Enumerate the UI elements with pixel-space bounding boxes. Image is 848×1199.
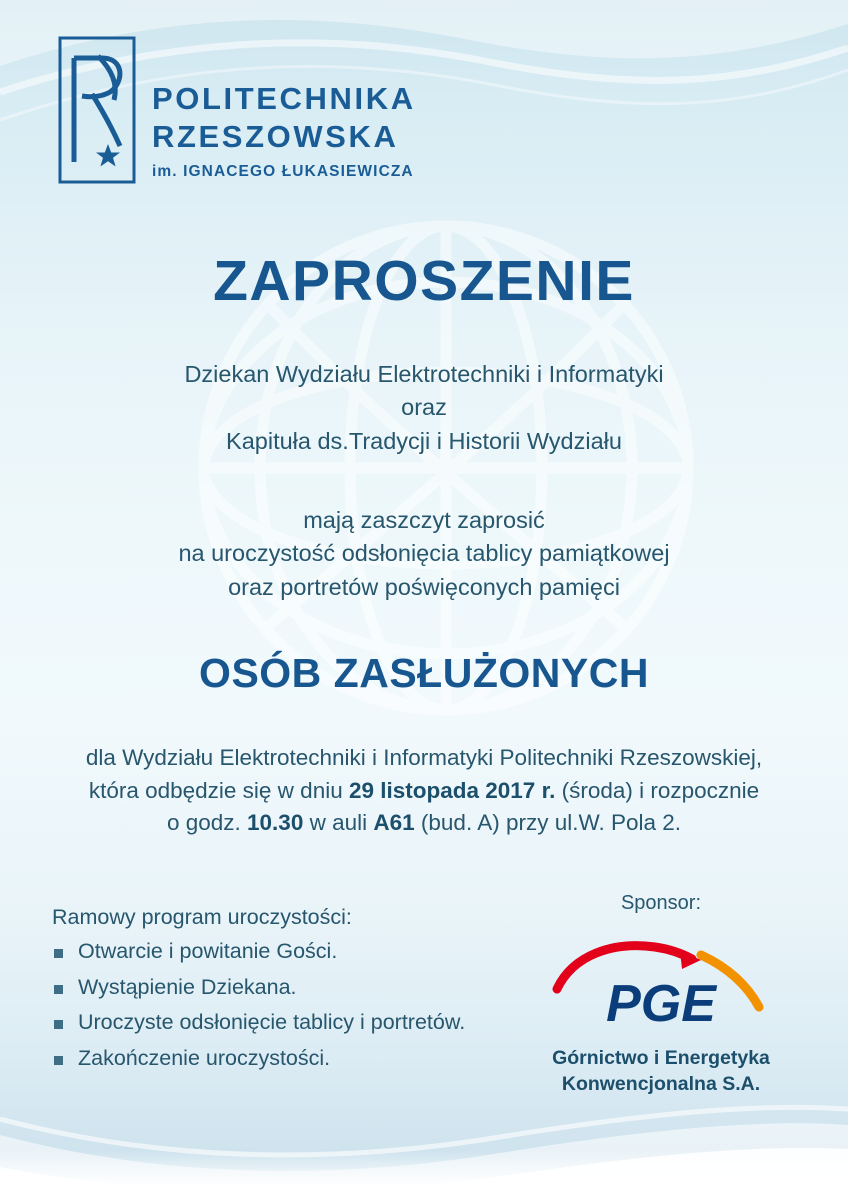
logo-line-3: im. IGNACEGO ŁUKASIEWICZA xyxy=(152,162,414,180)
sponsor-name-line-2: Konwencjonalna S.A. xyxy=(561,1073,761,1096)
event-details-block xyxy=(34,742,814,840)
sponsor-block xyxy=(530,892,792,1097)
logo-line-1: POLITECHNIKA xyxy=(152,81,416,116)
list-item: Zakończenie uroczystości. xyxy=(50,1048,570,1084)
intro-line-2: oraz xyxy=(401,394,447,421)
details-line-2 xyxy=(34,775,814,808)
pge-logo-icon xyxy=(551,933,771,1037)
svg-text:PGE: PGE xyxy=(606,975,716,1033)
list-item: Otwarcie i powitanie Gości. xyxy=(50,941,570,977)
details-line-2-suffix: (środa) i rozpocznie xyxy=(555,777,760,803)
event-date: 29 listopada 2017 r. xyxy=(348,777,556,803)
logo-line-2: RZESZOWSKA xyxy=(152,118,399,154)
sponsor-label: Sponsor: xyxy=(620,892,702,914)
details-line-3-mid: w auli xyxy=(303,810,374,836)
honored-heading: OSÓB ZASŁUŻONYCH xyxy=(199,650,649,696)
event-time: 10.30 xyxy=(247,810,304,836)
invite-line-1: mają zaszczyt zaprosić xyxy=(303,507,545,533)
invite-line-2: na uroczystość odsłonięcia tablicy pamiątkowej xyxy=(178,540,670,567)
page-title: ZAPROSZENIE xyxy=(213,249,635,313)
invitation-text-block xyxy=(0,504,848,604)
intro-line-1: Dziekan Wydziału Elektrotechniki i Informatyki xyxy=(184,361,664,387)
sponsor-name xyxy=(530,1045,792,1097)
details-line-3-prefix: o godz. xyxy=(166,810,248,836)
program-block xyxy=(50,905,570,1083)
sponsor-name-line-1: Górnictwo i Energetyka xyxy=(552,1047,770,1069)
details-line-3 xyxy=(34,807,814,840)
list-item: Uroczyste odsłonięcie tablicy i portretów. xyxy=(50,1012,570,1048)
invite-line-3: oraz portretów poświęconych pamięci xyxy=(228,573,620,600)
university-logo xyxy=(58,36,416,184)
details-line-2-prefix: która odbędzie się w dniu xyxy=(88,777,349,803)
list-item: Wystąpienie Dziekana. xyxy=(50,977,570,1013)
event-room: A61 xyxy=(373,810,415,836)
intro-line-3: Kapituła ds.Tradycji i Historii Wydziału xyxy=(226,427,622,454)
program-list xyxy=(50,941,570,1083)
politechnika-rzeszowska-logo-icon xyxy=(58,36,136,184)
details-line-3-suffix: (bud. A) przy ul.W. Pola 2. xyxy=(414,810,682,836)
intro-block xyxy=(0,358,848,458)
details-line-1: dla Wydziału Elektrotechniki i Informatyki Politechniki Rzeszowskiej, xyxy=(85,745,763,770)
program-title: Ramowy program uroczystości: xyxy=(52,905,352,929)
